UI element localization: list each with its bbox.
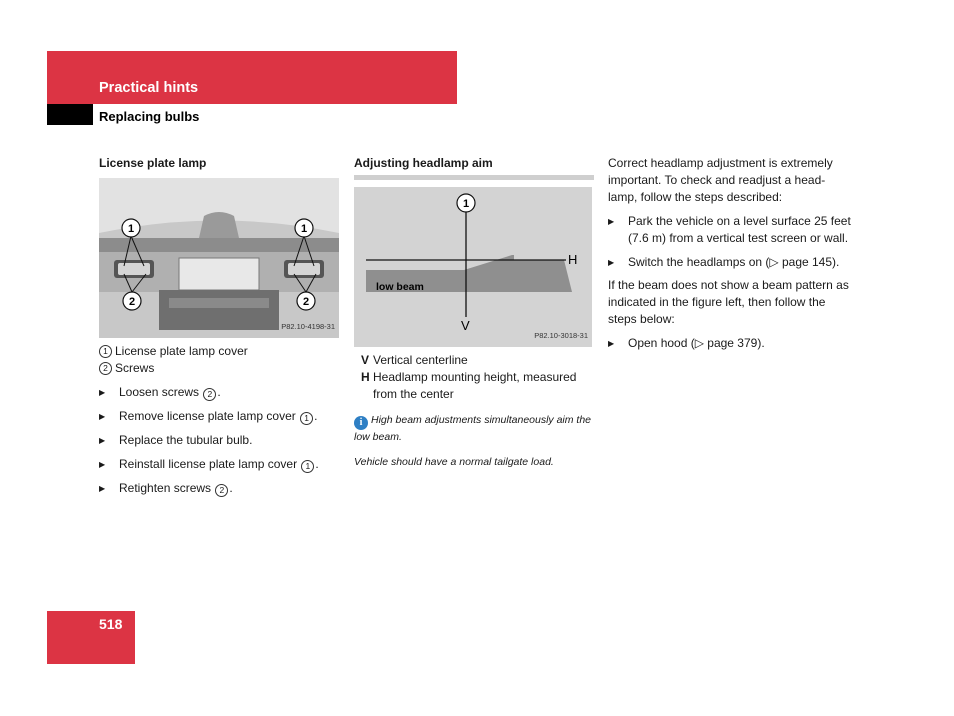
adjustment-column [608, 155, 853, 352]
headlamp-aim-figure [354, 187, 592, 347]
label-v: V [461, 318, 470, 333]
step-remove-cover [99, 408, 339, 425]
headlamp-aim-heading: Adjusting headlamp aim [354, 155, 594, 180]
step-switch-headlamps [608, 254, 853, 271]
license-plate-lamp-illustration [99, 178, 339, 338]
figure-code: P82.10-4198-31 [281, 322, 335, 331]
label-h: H [568, 252, 578, 267]
beam-pattern-paragraph: If the beam does not show a beam pattern as indicated in the figure left, then follow the steps below: [608, 278, 849, 326]
step-text: Remove license plate lamp cover [119, 409, 300, 423]
legend-text: License plate lamp cover [115, 344, 248, 358]
section-title: Practical hints [99, 80, 199, 96]
ref-number: 1 [301, 460, 314, 473]
legend-letter: V [361, 353, 370, 367]
legend-text: Headlamp mounting height, measured from the center [373, 370, 577, 401]
bullet-icon: ▶ [99, 436, 106, 445]
info-note [354, 413, 594, 445]
figure-code: P82.10-3018-31 [534, 331, 588, 340]
info-icon: i [354, 416, 368, 430]
header-marker [47, 104, 93, 125]
step-text: Retighten screws [119, 481, 215, 495]
legend-item [99, 343, 339, 360]
license-plate-lamp-figure [99, 178, 339, 338]
step-retighten-screws [99, 480, 339, 497]
headlamp-legend [354, 352, 594, 403]
legend-letter: H [361, 370, 370, 384]
callout-1-left: 1 [127, 223, 135, 235]
step-loosen-screws [99, 384, 339, 401]
ref-number: 2 [203, 388, 216, 401]
headlamp-aim-diagram [354, 187, 592, 347]
bullet-icon: ▶ [99, 460, 106, 469]
ref-number: 1 [300, 412, 313, 425]
legend-text: Vertical centerline [373, 353, 468, 367]
tailgate-note: Vehicle should have a normal tailgate load. [354, 455, 554, 468]
step-text: Park the vehicle on a level surface 25 feet (7.6 m) from a vertical test screen or wall. [628, 214, 851, 245]
info-note-text: High beam adjustments simultaneously aim the low beam. [354, 414, 592, 443]
step-text: Loosen screws [119, 385, 203, 399]
license-plate-lamp-heading: License plate lamp [99, 156, 207, 170]
bullet-icon: ▶ [608, 339, 615, 348]
callout-1: 1 [462, 198, 470, 210]
license-plate-lamp-column [99, 155, 339, 497]
step-text: Reinstall license plate lamp cover [119, 457, 301, 471]
step-text-end: . [314, 409, 318, 423]
step-text: Replace the tubular bulb. [119, 433, 253, 447]
header-band [47, 51, 457, 104]
label-low-beam: low beam [376, 281, 424, 293]
step-open-hood [608, 335, 853, 352]
legend-item [361, 369, 594, 403]
callout-2-right: 2 [302, 296, 310, 308]
step-replace-bulb [99, 432, 339, 449]
callout-1-right: 1 [300, 223, 308, 235]
legend-item [99, 360, 339, 377]
page-number: 518 [99, 616, 123, 632]
bullet-icon: ▶ [99, 388, 106, 397]
intro-paragraph: Correct headlamp adjustment is extremely important. To check and readjust a head-lamp, follow the steps described: [608, 156, 833, 204]
license-plate-legend [99, 343, 339, 377]
headlamp-aim-column [354, 155, 594, 470]
step-text-end: . [229, 481, 233, 495]
bullet-icon: ▶ [99, 412, 106, 421]
bullet-icon: ▶ [608, 217, 615, 226]
legend-text: Screws [115, 361, 155, 375]
subsection-title: Replacing bulbs [99, 109, 200, 124]
legend-number: 1 [99, 345, 112, 358]
step-text-end: . [217, 385, 221, 399]
step-text: Open hood (▷ page 379). [628, 336, 765, 350]
step-reinstall-cover [99, 456, 339, 473]
bullet-icon: ▶ [99, 484, 106, 493]
ref-number: 2 [215, 484, 228, 497]
callout-2-left: 2 [128, 296, 136, 308]
step-text-end: . [315, 457, 319, 471]
legend-item [361, 352, 594, 369]
step-park-vehicle [608, 213, 853, 247]
step-text: Switch the headlamps on (▷ page 145). [628, 255, 840, 269]
legend-number: 2 [99, 362, 112, 375]
bullet-icon: ▶ [608, 258, 615, 267]
